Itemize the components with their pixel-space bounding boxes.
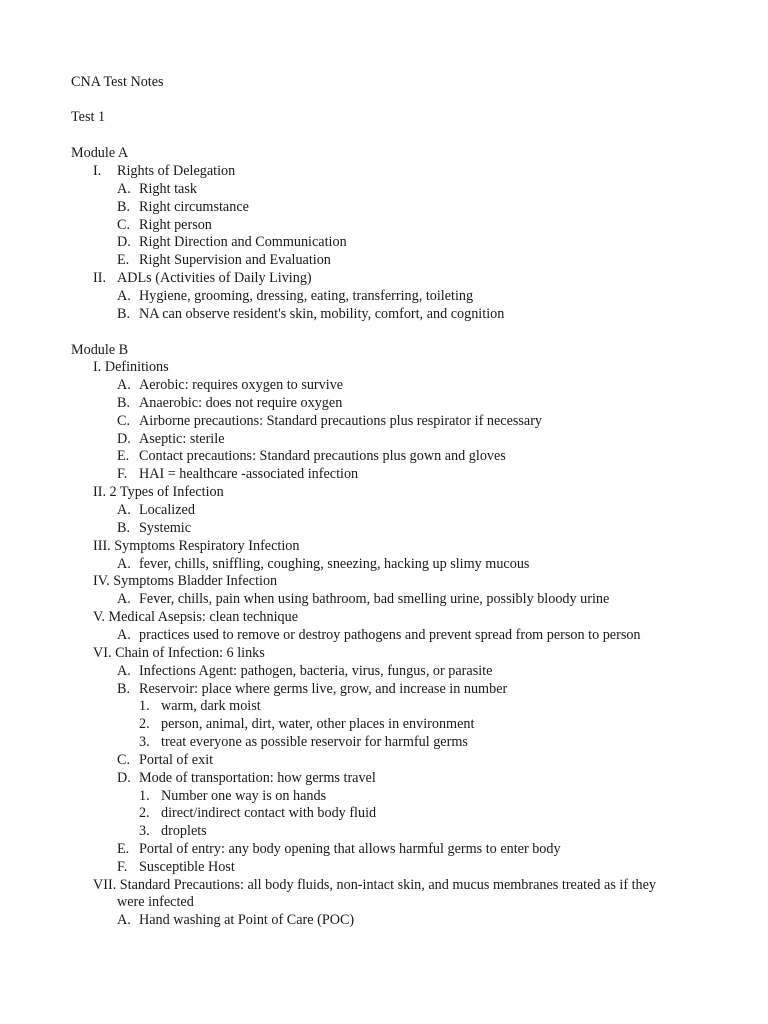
outline-marker: B. [117, 395, 131, 411]
outline-marker: A. [117, 502, 131, 518]
outline-marker: II. [93, 270, 106, 286]
section-heading: I. Definitions [93, 359, 169, 375]
list-item: Aerobic: requires oxygen to survive [139, 377, 344, 393]
outline-marker: B. [117, 306, 131, 322]
outline-marker: 2. [139, 805, 150, 821]
list-item: NA can observe resident's skin, mobility, comfort, and cognition [139, 306, 505, 322]
list-item: Aseptic: sterile [139, 431, 225, 447]
outline-marker: 3. [139, 823, 150, 839]
list-item: direct/indirect contact with body fluid [161, 805, 377, 821]
list-item: Hand washing at Point of Care (POC) [139, 912, 355, 928]
outline-marker: A. [117, 181, 131, 197]
test-label: Test 1 [71, 109, 106, 125]
section-heading: V. Medical Asepsis: clean technique [93, 609, 299, 625]
list-item: Right task [139, 181, 197, 197]
module-a-heading: Module A [71, 145, 129, 161]
list-item: practices used to remove or destroy pathogens and prevent spread from person to person [139, 627, 641, 643]
list-item: Anaerobic: does not require oxygen [139, 395, 343, 411]
outline-marker: A. [117, 377, 131, 393]
outline-marker: B. [117, 199, 131, 215]
outline-marker: D. [117, 234, 131, 250]
list-item: Hygiene, grooming, dressing, eating, transferring, toileting [139, 288, 474, 304]
outline-marker: E. [117, 252, 130, 268]
list-item: Fever, chills, pain when using bathroom, bad smelling urine, possibly bloody urine [139, 591, 610, 607]
section-heading: Rights of Delegation [117, 163, 236, 179]
list-item: Mode of transportation: how germs travel [139, 770, 376, 786]
list-item: Infections Agent: pathogen, bacteria, virus, fungus, or parasite [139, 663, 493, 679]
list-item: fever, chills, sniffling, coughing, sneezing, hacking up slimy mucous [139, 556, 530, 572]
outline-marker: A. [117, 591, 131, 607]
list-item: Right person [139, 217, 212, 233]
list-item: treat everyone as possible reservoir for harmful germs [161, 734, 468, 750]
outline-marker: E. [117, 448, 130, 464]
section-heading: VI. Chain of Infection: 6 links [93, 645, 265, 661]
outline-marker: B. [117, 520, 131, 536]
list-item: Airborne precautions: Standard precautions plus respirator if necessary [139, 413, 543, 429]
list-item: Right circumstance [139, 199, 249, 215]
section-heading: VII. Standard Precautions: all body fluids, non-intact skin, and mucus membranes treated as if they [93, 877, 657, 893]
outline-marker: C. [117, 752, 131, 768]
list-item: HAI = healthcare -associated infection [139, 466, 359, 482]
list-item: person, animal, dirt, water, other places in environment [161, 716, 475, 732]
module-b-heading: Module B [71, 342, 129, 358]
list-item: Reservoir: place where germs live, grow, and increase in number [139, 681, 508, 697]
list-item: warm, dark moist [161, 698, 261, 714]
outline-marker: B. [117, 681, 131, 697]
list-item: Localized [139, 502, 195, 518]
list-item: Contact precautions: Standard precautions plus gown and gloves [139, 448, 506, 464]
section-heading: IV. Symptoms Bladder Infection [93, 573, 278, 589]
outline-marker: D. [117, 431, 131, 447]
list-item: Right Supervision and Evaluation [139, 252, 331, 268]
section-heading-continuation: were infected [117, 894, 194, 910]
section-heading: III. Symptoms Respiratory Infection [93, 538, 300, 554]
outline-marker: 1. [139, 788, 150, 804]
list-item: droplets [161, 823, 207, 839]
outline-marker: A. [117, 663, 131, 679]
list-item: Right Direction and Communication [139, 234, 347, 250]
outline-marker: A. [117, 288, 131, 304]
outline-marker: D. [117, 770, 131, 786]
outline-marker: F. [117, 466, 128, 482]
outline-marker: A. [117, 912, 131, 928]
list-item: Number one way is on hands [161, 788, 327, 804]
outline-marker: F. [117, 859, 128, 875]
outline-marker: A. [117, 627, 131, 643]
document-title: CNA Test Notes [71, 74, 164, 90]
outline-marker: 1. [139, 698, 150, 714]
outline-marker: E. [117, 841, 130, 857]
outline-marker: A. [117, 556, 131, 572]
list-item: Portal of entry: any body opening that allows harmful germs to enter body [139, 841, 561, 857]
outline-marker: 3. [139, 734, 150, 750]
list-item: Portal of exit [139, 752, 214, 768]
section-heading: ADLs (Activities of Daily Living) [117, 270, 312, 286]
section-heading: II. 2 Types of Infection [93, 484, 224, 500]
list-item: Susceptible Host [139, 859, 235, 875]
outline-marker: C. [117, 413, 131, 429]
outline-marker: C. [117, 217, 131, 233]
outline-marker: 2. [139, 716, 150, 732]
outline-marker: I. [93, 163, 102, 179]
list-item: Systemic [139, 520, 192, 536]
